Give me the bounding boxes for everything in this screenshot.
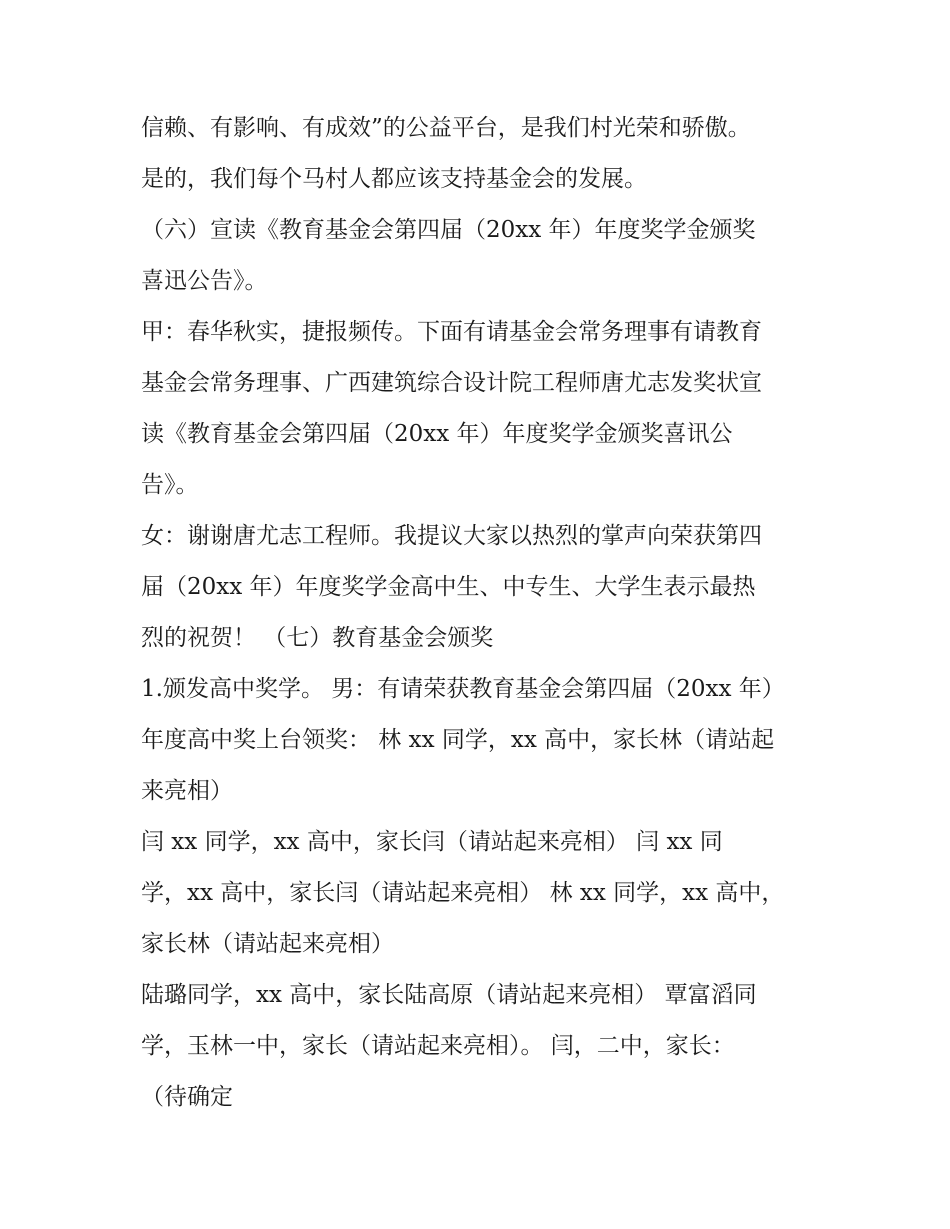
text-line: 闫 xx 同学，xx 高中，家长闫（请站起来亮相） 闫 xx 同 [141,829,723,855]
text-line: 信赖、有影响、有成效”的公益平台，是我们村光荣和骄傲。 [141,115,751,141]
text-line: （六）宣读《教育基金会第四届（20xx 年）年度奖学金颁奖 [141,217,756,243]
document-body [141,103,821,1123]
text-line: 学，玉林一中，家长（请站起来亮相）。 闫，二中，家长： [141,1033,735,1059]
text-line: 告》。 [141,472,199,498]
text-line: 家长林（请站起来亮相） [141,931,394,957]
text-line: 1.颁发高中奖学。 男：有请荣获教育基金会第四届（20xx 年） [141,676,785,702]
text-line: 是的，我们每个马村人都应该支持基金会的发展。 [141,166,647,192]
text-line: 喜迅公告》。 [141,268,268,294]
text-line: 读《教育基金会第四届（20xx 年）年度奖学金颁奖喜讯公 [141,421,733,447]
text-line: （待确定 [141,1084,233,1110]
text-line: 陆璐同学，xx 高中，家长陆高原（请站起来亮相） 覃富滔同 [141,982,757,1008]
text-line: 烈的祝贺！ （七）教育基金会颁奖 [141,625,494,651]
text-line: 届（20xx 年）年度奖学金高中生、中专生、大学生表示最热 [141,574,756,600]
text-line: 女：谢谢唐尤志工程师。我提议大家以热烈的掌声向荣获第四 [141,523,762,549]
text-line: 来亮相） [141,778,233,804]
text-line: 年度高中奖上台领奖： 林 xx 同学，xx 高中，家长林（请站起 [141,727,775,753]
text-line: 基金会常务理事、广西建筑综合设计院工程师唐尤志发奖状宣 [141,370,762,396]
text-line: 甲：春华秋实，捷报频传。下面有请基金会常务理事有请教育 [141,319,762,345]
text-line: 学，xx 高中，家长闫（请站起来亮相） 林 xx 同学，xx 高中， [141,880,785,906]
